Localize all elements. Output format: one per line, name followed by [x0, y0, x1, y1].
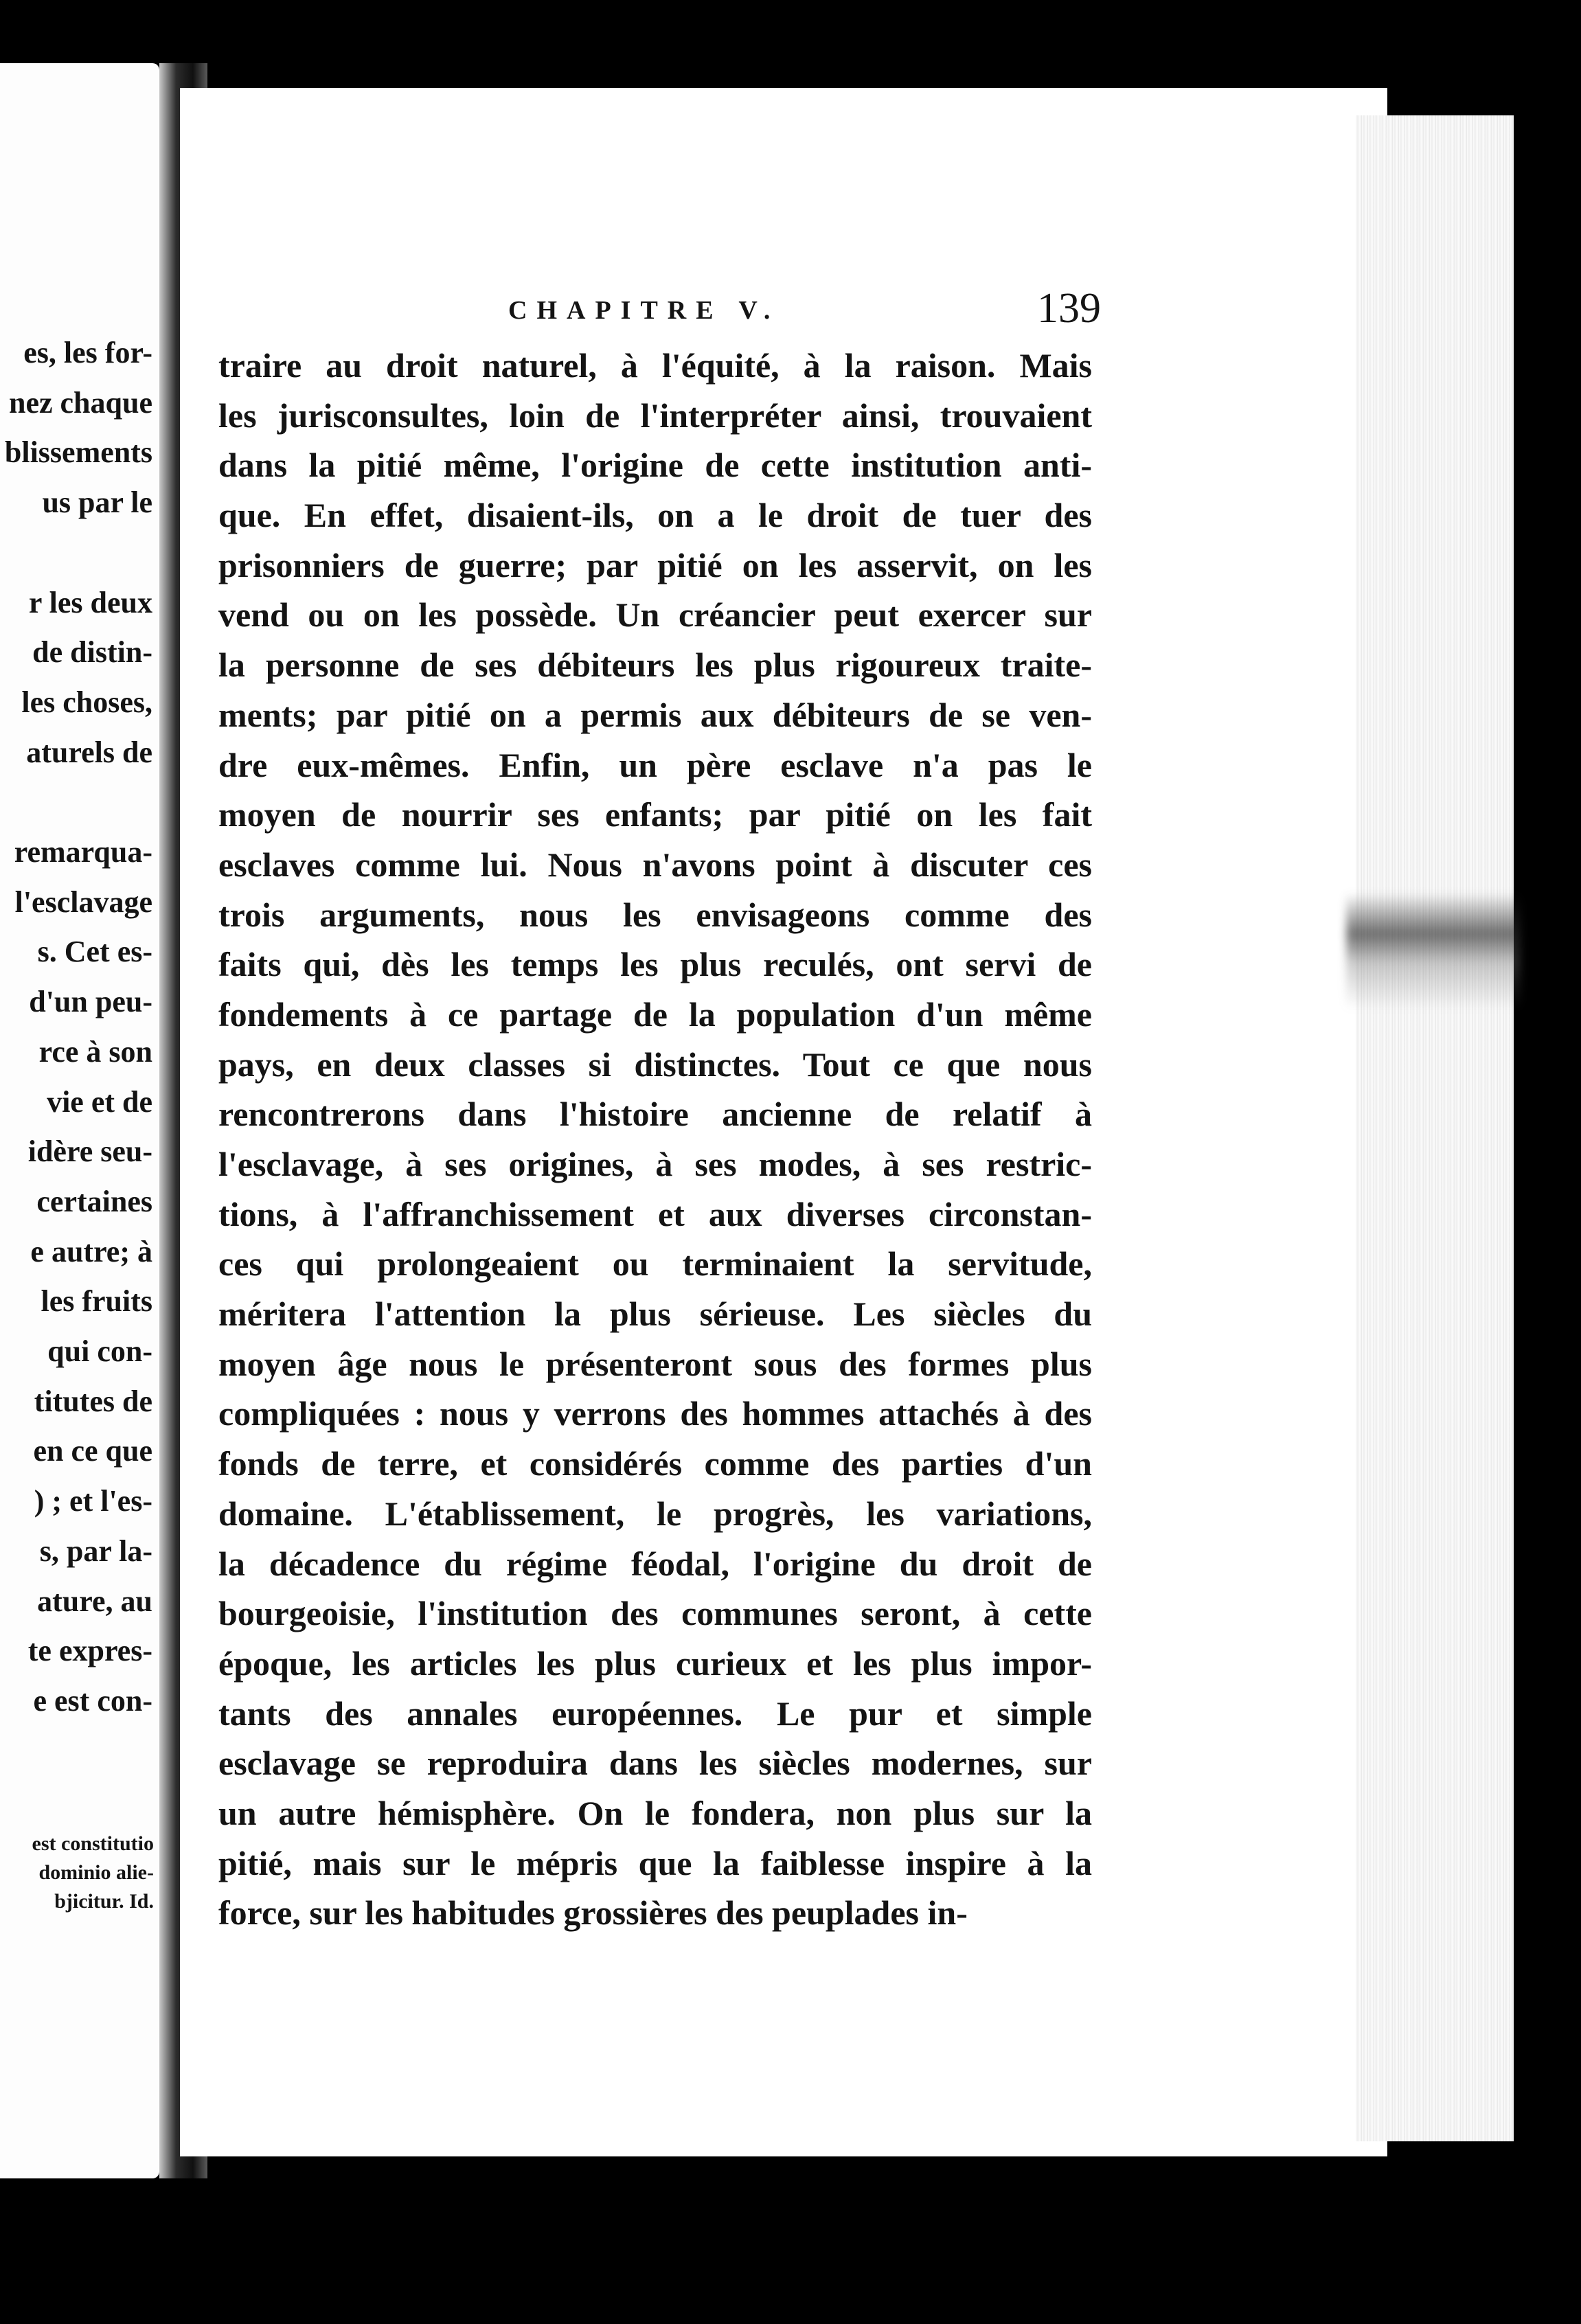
- text-line: dre eux-mêmes. Enfin, un père esclave n'a pas le: [218, 745, 1092, 784]
- left-page-line: en ce que: [33, 1434, 152, 1468]
- text-line: compliquées : nous y verrons des hommes attachés à des: [218, 1394, 1092, 1433]
- left-page-line: remarqua-: [14, 835, 152, 869]
- text-line: tions, à l'affranchissement et aux diverses circonstan-: [218, 1194, 1092, 1233]
- left-page-footnote-line: est constitutio: [32, 1832, 154, 1855]
- left-page-line: s, par la-: [39, 1534, 152, 1568]
- left-page-line: idère seu-: [27, 1135, 152, 1169]
- left-page-line: l'esclavage: [14, 885, 152, 919]
- left-page-line: nez chaque: [9, 385, 152, 420]
- left-page-line: ) ; et l'es-: [34, 1484, 152, 1518]
- text-line: dans la pitié même, l'origine de cette institution anti-: [218, 446, 1092, 485]
- left-page-line: de distin-: [32, 635, 152, 670]
- left-page-line: titutes de: [34, 1384, 152, 1418]
- left-page-line: e est con-: [33, 1683, 152, 1718]
- left-page-line: r les deux: [28, 585, 152, 619]
- text-line: ments; par pitié on a permis aux débiteurs de se ven-: [218, 695, 1092, 734]
- running-header: CHAPITRE V.: [508, 296, 780, 325]
- left-page-line: certaines: [36, 1184, 152, 1218]
- text-line: pays, en deux classes si distinctes. Tout ce que nous: [218, 1045, 1092, 1084]
- text-line: pitié, mais sur le mépris que la faiblesse inspire à la: [218, 1843, 1092, 1882]
- text-line: méritera l'attention la plus sérieuse. Les siècles du: [218, 1295, 1092, 1334]
- left-page-line: ature, au: [37, 1584, 152, 1618]
- left-page-line: blissements: [4, 435, 152, 470]
- water-stain: [1346, 893, 1521, 1010]
- text-line: l'esclavage, à ses origines, à ses modes, à ses restric-: [218, 1145, 1092, 1183]
- text-line: un autre hémisphère. On le fondera, non plus sur la: [218, 1793, 1092, 1832]
- left-facing-page: [0, 63, 159, 2178]
- left-page-line: qui con-: [47, 1334, 152, 1368]
- text-line: les jurisconsultes, loin de l'interpréter ainsi, trouvaient: [218, 396, 1092, 435]
- text-line: tants des annales européennes. Le pur et simple: [218, 1694, 1092, 1733]
- text-line: esclavage se reproduira dans les siècles modernes, sur: [218, 1744, 1092, 1783]
- text-line: la personne de ses débiteurs les plus rigoureux traite-: [218, 646, 1092, 685]
- page-number: 139: [1037, 285, 1101, 332]
- left-page-line: e autre; à: [30, 1234, 152, 1268]
- left-page-line: d'un peu-: [29, 985, 152, 1019]
- left-page-line: us par le: [42, 486, 152, 520]
- text-line: esclaves comme lui. Nous n'avons point à discuter ces: [218, 845, 1092, 884]
- text-line: la décadence du régime féodal, l'origine du droit de: [218, 1544, 1092, 1583]
- left-page-line: s. Cet es-: [37, 935, 152, 969]
- body-text: [218, 341, 1092, 1938]
- text-line: traire au droit naturel, à l'équité, à la raison. Mais: [218, 346, 1092, 385]
- text-line: prisonniers de guerre; par pitié on les asservit, on les: [218, 545, 1092, 584]
- text-line: domaine. L'établissement, le progrès, les variations,: [218, 1494, 1092, 1533]
- text-line: ces qui prolongeaient ou terminaient la servitude,: [218, 1244, 1092, 1284]
- text-line: moyen de nourrir ses enfants; par pitié on les fait: [218, 795, 1092, 834]
- left-page-line: vie et de: [47, 1084, 152, 1119]
- left-page-footnote-line: dominio alie-: [38, 1861, 154, 1884]
- left-page-line: te expres-: [27, 1634, 152, 1668]
- page-edges: [1356, 115, 1514, 2141]
- text-line: bourgeoisie, l'institution des communes seront, à cette: [218, 1594, 1092, 1633]
- text-line: faits qui, dès les temps les plus reculés, ont servi de: [218, 945, 1092, 984]
- text-line: moyen âge nous le présenteront sous des formes plus: [218, 1344, 1092, 1383]
- left-page-line: es, les for-: [23, 336, 152, 369]
- text-line: rencontrerons dans l'histoire ancienne de relatif à: [218, 1095, 1092, 1134]
- text-line: fondements à ce partage de la population d'un même: [218, 994, 1092, 1034]
- text-line: force, sur les habitudes grossières des peuplades in-: [218, 1893, 968, 1933]
- left-page-line: les fruits: [41, 1284, 152, 1319]
- text-line: époque, les articles les plus curieux et les plus impor-: [218, 1643, 1092, 1683]
- text-line: que. En effet, disaient-ils, on a le droit de tuer des: [218, 496, 1092, 535]
- text-line: fonds de terre, et considérés comme des parties d'un: [218, 1444, 1092, 1483]
- text-line: vend ou on les possède. Un créancier peut exercer sur: [218, 595, 1092, 635]
- left-page-footnote-line: bjicitur. Id.: [54, 1890, 154, 1913]
- left-page-line: aturels de: [26, 735, 152, 769]
- text-line: trois arguments, nous les envisageons comme des: [218, 895, 1092, 934]
- left-page-line: rce à son: [38, 1034, 152, 1069]
- left-page-line: les choses,: [21, 685, 152, 719]
